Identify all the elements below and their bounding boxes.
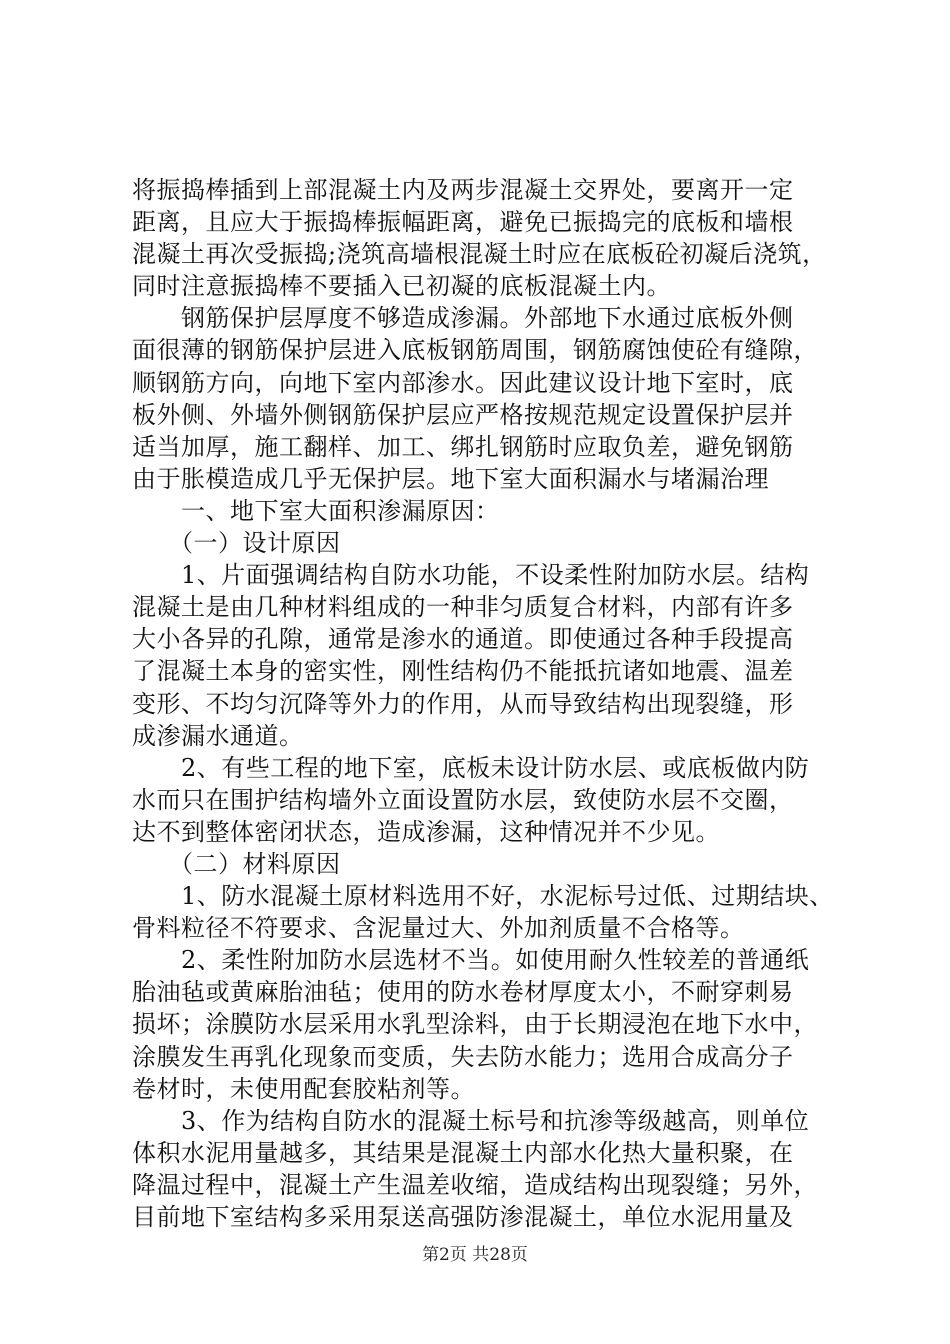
text-line: 变形、不均匀沉降等外力的作用，从而导致结构出现裂缝，形 — [132, 689, 794, 718]
text-line: 了混凝土本身的密实性，刚性结构仍不能抵抗诸如地震、温差 — [132, 657, 794, 686]
text-line: 将振捣棒插到上部混凝土内及两步混凝土交界处，要离开一定 — [132, 176, 794, 204]
text-line: 卷材时，未使用配套胶粘剂等。 — [132, 1074, 475, 1103]
text-line: 混凝土是由几种材料组成的一种非匀质复合材料，内部有许多 — [132, 593, 794, 622]
text-line: 体积水泥用量越多，其结果是混凝土内部水化热大量积聚，在 — [132, 1138, 794, 1167]
text-line: 成渗漏水通道。 — [132, 721, 304, 750]
text-line: 1、防水混凝土原材料选用不好，水泥标号过低、过期结块、 — [132, 882, 834, 911]
text-line: 达不到整体密闭状态，造成渗漏，这种情况并不少见。 — [132, 817, 720, 846]
text-line: 顺钢筋方向，向地下室内部渗水。因此建议设计地下室时，底 — [132, 368, 794, 397]
document-body — [132, 174, 832, 1233]
text-line: 3、作为结构自防水的混凝土标号和抗渗等级越高，则单位 — [132, 1106, 810, 1135]
section-heading: 一、地下室大面积渗漏原因： — [132, 496, 500, 525]
text-line: 适当加厚，施工翻样、加工、绑扎钢筋时应取负差，避免钢筋 — [132, 432, 794, 461]
subsection-heading: （一）设计原因 — [132, 529, 341, 558]
subsection-heading: （二）材料原因 — [132, 849, 341, 878]
text-line: 2、柔性附加防水层选材不当。如使用耐久性较差的普通纸 — [132, 946, 810, 975]
text-line: 目前地下室结构多采用泵送高强防渗混凝土，单位水泥用量及 — [132, 1203, 794, 1231]
text-line: 大小各异的孔隙，通常是渗水的通道。即使通过各种手段提高 — [132, 625, 794, 654]
text-line: 由于胀模造成几乎无保护层。地下室大面积漏水与堵漏治理 — [132, 464, 769, 493]
text-line: 胎油毡或黄麻胎油毡；使用的防水卷材厚度太小，不耐穿刺易 — [132, 978, 794, 1007]
text-line: 降温过程中，混凝土产生温差收缩，造成结构出现裂缝；另外， — [132, 1170, 818, 1199]
text-line: 损坏；涂膜防水层采用水乳型涂料，由于长期浸泡在地下水中， — [132, 1010, 818, 1039]
text-line: 面很薄的钢筋保护层进入底板钢筋周围，钢筋腐蚀使砼有缝隙， — [132, 336, 818, 365]
text-line: 骨料粒径不符要求、含泥量过大、外加剂质量不合格等。 — [132, 914, 745, 943]
text-line: 2、有些工程的地下室，底板未设计防水层、或底板做内防 — [132, 753, 810, 782]
text-line: 混凝土再次受振捣;浇筑高墙根混凝土时应在底板砼初凝后浇筑， — [132, 240, 827, 269]
text-line: 距离，且应大于振捣棒振幅距离，避免已振捣完的底板和墙根 — [132, 208, 794, 237]
text-line: 钢筋保护层厚度不够造成渗漏。外部地下水通过底板外侧 — [132, 304, 794, 333]
text-line: 1、片面强调结构自防水功能，不设柔性附加防水层。结构 — [132, 561, 810, 590]
page-footer: 第2页 共28页 — [422, 1245, 528, 1265]
text-line: 板外侧、外墙外侧钢筋保护层应严格按规范规定设置保护层并 — [132, 400, 794, 429]
text-line: 水而只在围护结构墙外立面设置防水层，致使防水层不交圈， — [132, 785, 794, 814]
text-line: 涂膜发生再乳化现象而变质，失去防水能力；选用合成高分子 — [132, 1042, 794, 1071]
text-line: 同时注意振捣棒不要插入已初凝的底板混凝土内。 — [132, 272, 671, 301]
